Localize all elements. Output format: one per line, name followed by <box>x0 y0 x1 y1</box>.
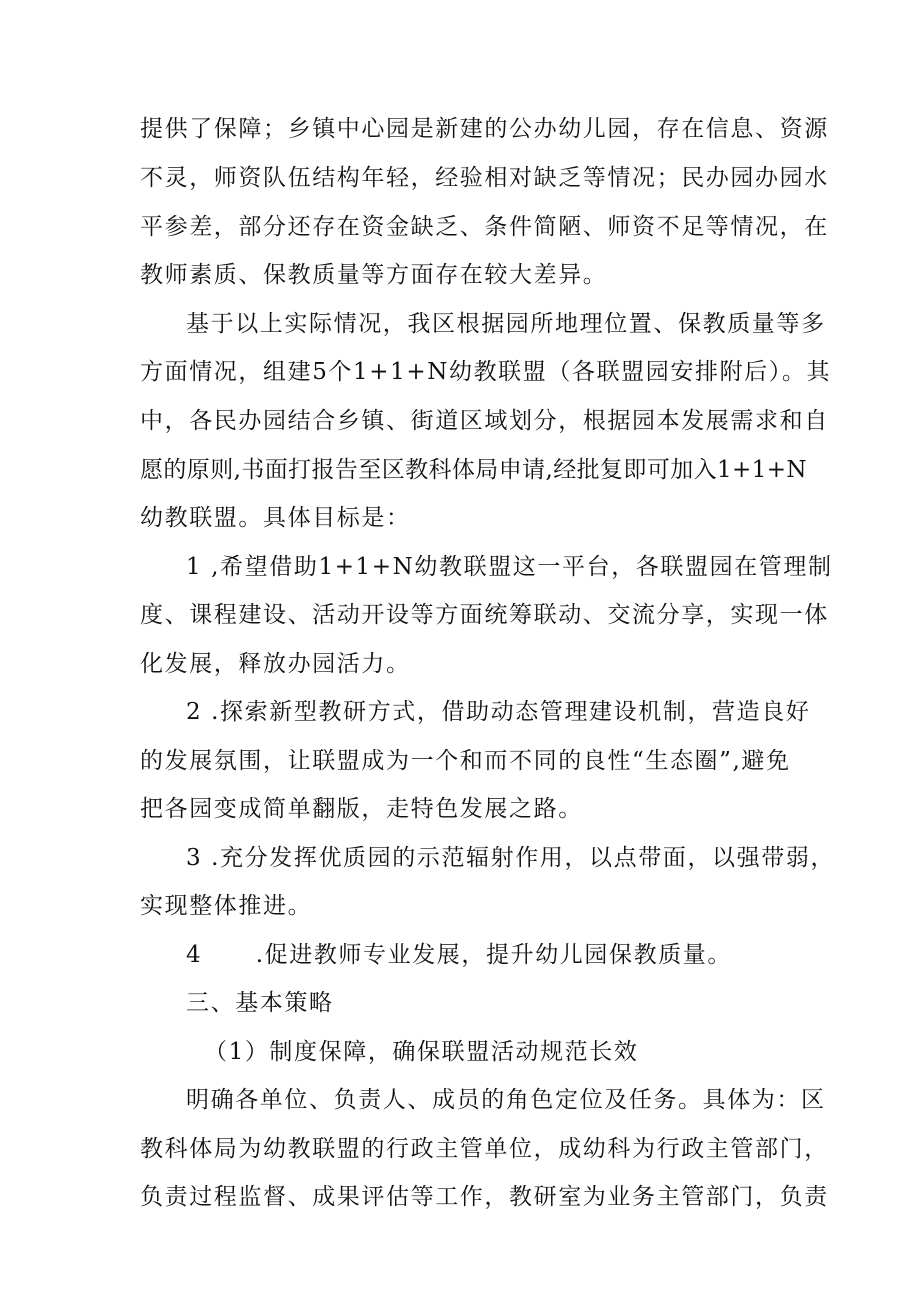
paragraph-line-2: 不灵，师资队伍结构年轻，经验相对缺乏等情况；民办园办园水 <box>140 165 829 191</box>
paragraph-line-1: 提供了保障；乡镇中心园是新建的公办幼儿园，存在信息、资源 <box>140 116 829 142</box>
section-heading: 三、基本策略 <box>186 990 334 1016</box>
goal-4-line-1: 4 .促进教师专业发展，提升幼儿园保教质量。 <box>186 942 733 968</box>
subsection-heading: （1）制度保障，确保联盟活动规范长效 <box>204 1039 639 1065</box>
goal-1-line-3: 化发展，释放办园活力。 <box>140 651 411 677</box>
goal-1-line-2: 度、课程建设、活动开设等方面统筹联动、交流分享，实现一体 <box>140 602 829 628</box>
paragraph-line-12: 负责过程监督、成果评估等工作，教研室为业务主管部门，负责 <box>140 1184 829 1210</box>
goal-1-line-1: 1 ,希望借助1+1+N幼教联盟这一平台，各联盟园在管理制 <box>186 554 833 580</box>
paragraph-line-5: 基于以上实际情况，我区根据园所地理位置、保教质量等多 <box>186 311 826 337</box>
paragraph-line-9: 幼教联盟。具体目标是： <box>140 505 411 531</box>
paragraph-line-7: 中，各民办园结合乡镇、街道区域划分，根据园本发展需求和自 <box>140 408 829 434</box>
goal-3-line-2: 实现整体推进。 <box>140 893 313 919</box>
goal-2-line-2: 的发展氛围，让联盟成为一个和而不同的良性“生态圈”,避免 <box>140 748 791 774</box>
goal-2-line-3: 把各园变成简单翻版，走特色发展之路。 <box>140 796 583 822</box>
paragraph-line-10: 明确各单位、负责人、成员的角色定位及任务。具体为：区 <box>186 1087 826 1113</box>
paragraph-line-6: 方面情况，组建5个1+1+N幼教联盟（各联盟园安排附后）。其 <box>140 359 832 385</box>
paragraph-line-3: 平参差，部分还存在资金缺乏、条件简陋、师资不足等情况，在 <box>140 214 829 240</box>
goal-2-line-1: 2 .探索新型教研方式，借助动态管理建设机制，营造良好 <box>186 699 811 725</box>
paragraph-line-8: 愿的原则,书面打报告至区教科体局申请,经批复即可加入1+1+N <box>140 457 807 483</box>
goal-3-line-1: 3 .充分发挥优质园的示范辐射作用，以点带面，以强带弱， <box>186 845 836 871</box>
paragraph-line-4: 教师素质、保教质量等方面存在较大差异。 <box>140 262 608 288</box>
paragraph-line-11: 教科体局为幼教联盟的行政主管单位，成幼科为行政主管部门， <box>140 1136 829 1162</box>
